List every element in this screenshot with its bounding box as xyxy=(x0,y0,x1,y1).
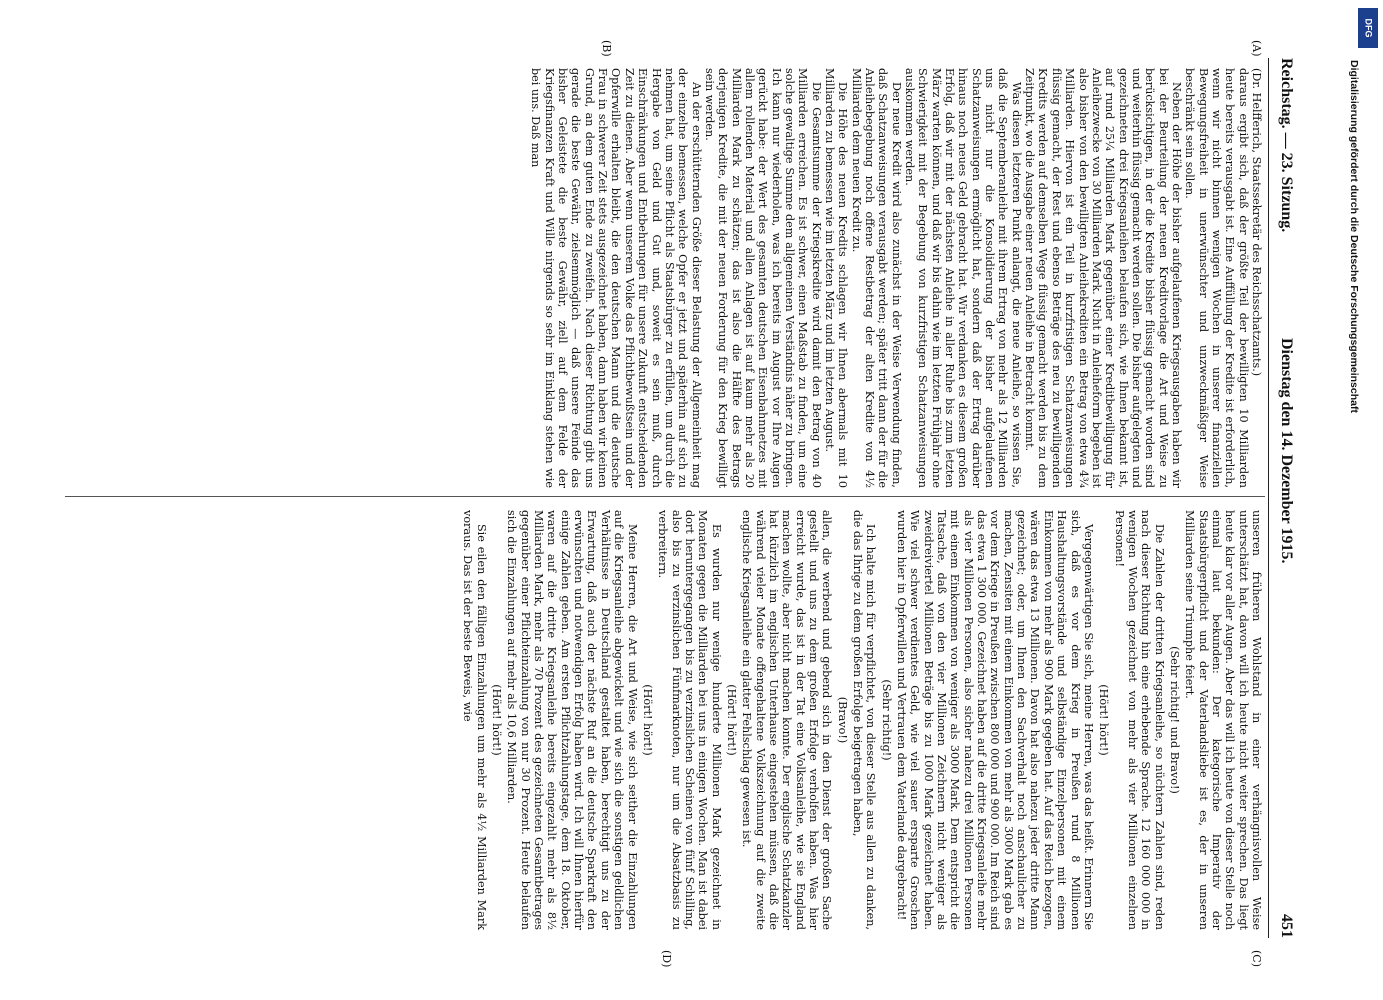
right-paragraph: allen, die werbend und gebend sich in den Dienst der großen Sache gestellt und uns zu dem großen Erfolge verholfen haben. Was hier erreicht wurde, das ist in der Tat eine Volksanleihe, wie sie England machen wollte, aber nicht machen konnte. Der englische Schatzkanzler hat kürzlich im englischen Unterhause eingestehen müssen, daß die während vieler Monate offengehaltene Volkszeichnung auf die zweite englische Kriegsanleihe ein glatter Fehlschlag gewesen ist. xyxy=(740,510,834,930)
right-interjection: (Hört! hört!) xyxy=(1097,684,1111,756)
right-interjection: (Bravo!) xyxy=(835,696,849,744)
right-interjection: (Hört! hört!) xyxy=(490,684,504,756)
page-number: 451 xyxy=(1278,914,1295,938)
right-paragraph: Es wurden nur wenige hunderte Millionen Mark gezeichnet in Monaten gegen die Milliarden bei uns in einigen Wochen. Man ist dabei dort heruntergegangen bis zu verzinslichen Scheinen von fünf Schilling, also bis zu verzinslichen Fünfmarknoten, nur um die Absatzbasis zu verbreitern. xyxy=(656,510,723,930)
right-interjection: (Sehr richtig! und Bravo!) xyxy=(1167,646,1181,794)
left-paragraph: daraus ergibt sich, daß der größte Teil der bewilligten 10 Milliarden heute bereits verausgabt ist. Eine Auffüllung der Kredite ist erforderlich, wenn wir nicht binnen wenigen Wochen in unserer finanziellen Bewegungsfreiheit in unerwünschter und unzweckmäßiger Weise beschränkt sein sollen. xyxy=(1183,68,1250,488)
margin-marker-d: (D) xyxy=(660,950,673,968)
right-paragraph: Sie eilen den fälligen Einzahlungen um mehr als 4½ Milliarden Mark voraus. Das ist der beste Beweis, wie xyxy=(461,510,488,930)
right-paragraph: unseren früheren Wohlstand in einer verhängnisvollen Weise unterschätzt hat, davon will ich heute nicht weiter sprechen. Das liegt heute klar vor aller Augen. Aber das will ich heute von dieser Stelle noch einmal laut bekunden: Der kategorische Imperativ der Staatsbürgerpflicht und der Vaterlandsliebe ist es, der in unseren Milliarden seine Triumphe feiert. xyxy=(1183,510,1263,930)
right-interjection: (Hört! hört!) xyxy=(724,684,738,756)
right-paragraph: Die Zahlen der dritten Kriegsanleihe, so nüchtern Zahlen sind, reden nach dieser Richtung hin eine erhebende Sprache. 12 160 000 000 in wenigen Wochen gezeichnet von mehr als vier Millionen einzelnen Personen! xyxy=(1112,510,1166,930)
left-paragraph: Was diesen letzteren Punkt anlangt, die neue Anleihe, so wissen Sie, daß die Septemberanleihe mit ihrem Ertrag von mehr als 12 Milliarden uns nicht nur die Konsolidierung der bisher aufgelaufenen Schatzanweisungen ermöglicht hat, sondern daß der Ertrag darüber hinaus noch neues Geld gebracht hat. Wir verdanken es diesem großen Erfolg, daß wir mit der nächsten Anleihe in aller Ruhe bis zum letzten März warten können, und daß wir bis dahin wie im letzten Frühjahr ohne Schwierigkeit mit der Begebung von kurzfristigen Schatzanweisungen auskommen werden. xyxy=(903,68,1023,488)
left-column xyxy=(529,68,1263,488)
column-divider xyxy=(65,496,1265,497)
right-paragraph: Ich halte mich für verpflichtet, von dieser Stelle aus allen zu danken, die das Ihrige zu dem großen Erfolge beigetragen haben, xyxy=(851,510,878,930)
funding-note: Digitalisierung gefördert durch die Deutsche Forschungsgemeinschaft xyxy=(1348,60,1360,413)
margin-marker-a: (A) xyxy=(1250,40,1263,57)
header-left: Reichstag. — 23. Sitzung. xyxy=(1278,58,1295,233)
dfg-logo: DFG xyxy=(1358,8,1378,48)
right-column xyxy=(461,510,1263,930)
page-header xyxy=(1269,58,1295,938)
header-rule xyxy=(1268,58,1269,938)
left-paragraph: Die Gesamtsumme der Kriegskredite wird damit den Betrag von 40 Milliarden erreichen. Es ist schwer, einen Maßstab zu finden, um eine solche gewaltige Summe dem allgemeinen Verständnis näher zu bringen. Ich kann nur wiederholen, was ich bereits im August vor Ihre Augen gerückt habe: der Wert des gesamten deutschen Eisenbahnnetzes mit allem rollenden Material und allen Anlagen ist auf kaum mehr als 20 Milliarden Mark zu schätzen; das ist also die Hälfte des Betrags derjenigen Kredite, die mit der neuen Forderung für den Krieg bewilligt sein werden. xyxy=(702,68,823,488)
left-paragraph: (Dr. Helfferich, Staatssekretär des Reichsschatzamts.) xyxy=(1250,68,1263,377)
left-paragraph: Neben der Höhe der bisher aufgelaufenen Kriegsausgaben haben wir bei der Beurteilung der neuen Kreditvorlage die Art und Weise zu berücksichtigen, in der die Kredite bisher flüssig gemacht worden sind und weiterhin flüssig gemacht werden sollen. Die bisher aufgelegten und gezeichneten drei Kriegsanleihen belaufen sich, wie Ihnen bekannt ist, auf rund 25¼ Milliarden Mark gegenüber einer Kreditbewilligung für Anleihezwecke von 30 Milliarden Mark. Nicht in Anleiheform begeben ist also bisher von den bewilligten Anleihekrediten ein Betrag von etwa 4¾ Milliarden. Hiervon ist ein Teil in kurzfristigen Schatzanweisungen flüssig gemacht, der Rest und ebenso Beträge des neu zu bewilligenden Kredits werden auf demselben Wege flüssig gemacht werden bis zu dem Zeitpunkt, wo die Ausgabe einer neuen Anleihe in Betracht kommt. xyxy=(1023,68,1183,488)
margin-marker-b: (B) xyxy=(600,40,613,57)
right-interjection: (Sehr richtig!) xyxy=(879,679,893,761)
right-paragraph: Vergegenwärtigen Sie sich, meine Herren, was das heißt. Erinnern Sie sich, daß es vor dem Krieg in Preußen rund 8 Millionen Haushaltungsvorstände und selbständige Einzelpersonen mit einem Einkommen von mehr als 900 Mark gegeben hat. Auf das Reich bezogen, wären das etwa 13 Millionen. Davon hat also nahezu jeder dritte Mann gezeichnet; oder, um Ihnen den Sachverhalt noch anschaulicher zu machen, Zensiten mit einem Einkommen von mehr als 3000 Mark gab es vor dem Kriege in Preußen zwischen 800 000 und 900 000. Im Reich sind das etwa 1 300 000. Gezeichnet haben auf die dritte Kriegsanleihe mehr als vier Millionen Personen, also sicher nahezu drei Millionen Personen mit einem Einkommen von weniger als 3000 Mark. Dem entspricht die Tatsache, daß von den vier Millionen Zeichnern nicht weniger als zweidreiviertel Millionen Beträge bis zu 1000 Mark gezeichnet haben. Wie viel schwer verdientes Geld, wie viel sauer ersparte Groschen wurden hier in Opferwillen und Vertrauen dem Vaterlande dargebracht! xyxy=(895,510,1095,930)
left-paragraph: Die Höhe des neuen Kredits schlagen wir Ihnen abermals mit 10 Milliarden zu bemessen wie im letzten März und im letzten August. xyxy=(823,68,850,488)
right-interjection: (Hört! hört!) xyxy=(640,684,654,756)
left-paragraph: An der erschütternden Größe dieser Belastung der Allgemeinheit mag der einzelne bemessen, welche Opfer er jetzt und späterhin auf sich zu nehmen hat, um seine Pflicht als Staatsbürger zu erfüllen, um durch die Hergabe von Geld und Gut und, soweit es sein muß, durch Einschränkungen und Entbehrungen für unsere Zukunft entscheidenden Zeit zu dienen. Aber wenn unserem Volke das Pflichtbewußtsein und der Opferwille erhalten bleibt, die den deutschen Mann und die deutsche Frau in schwerer Zeit stets ausgezeichnet haben, dann haben wir keinen Grund, an dem guten Ende zu zweifeln. Nach dieser Richtung gibt uns gerade die beste Gewähr, zielsemmöglich — daß unsere Feinde das bisher Geleistete die beste Gewähr, ziell auf dem Felde der Kriegsfinanzen Kraft und Wille nirgends so sehr im Einklang stehen wie bei uns. Daß man xyxy=(529,68,703,488)
left-paragraph: Der neue Kredit wird also zunächst in der Weise Verwendung finden, daß Schatzanweisungen verausgabt werden; später tritt dann der für die Anleihebegebung noch offene Restbetrag der alten Kredite von 4½ Milliarden dem neuen Kredit zu. xyxy=(849,68,903,488)
margin-marker-c: (C) xyxy=(1250,950,1263,967)
header-date: Dienstag den 14. Dezember 1915. xyxy=(1278,338,1295,564)
right-paragraph: Meine Herren, die Art und Weise, wie sich seither die Einzahlungen auf die Kriegsanleihe abgewickelt und wie sich die sonstigen geldlichen Verhältnisse in Deutschland gestaltet haben, berechtigt uns zu der Erwartung, daß auch der nächste Ruf an die deutsche Sparkraft den erwünschten und notwendigen Erfolg haben wird. Ich will Ihnen hierfür einige Zahlen geben. Am ersten Pflichtzahlungstage, dem 18. Oktober, waren auf die dritte Kriegsanleihe bereits eingezahlt mehr als 8½ Milliarden Mark, mehr als 70 Prozent des gezeichneten Gesamtbetrages gegenüber einer Pflichteinzahlung von nur 30 Prozent. Heute belaufen sich die Einzahlungen auf mehr als 10,6 Milliarden. xyxy=(505,510,639,930)
